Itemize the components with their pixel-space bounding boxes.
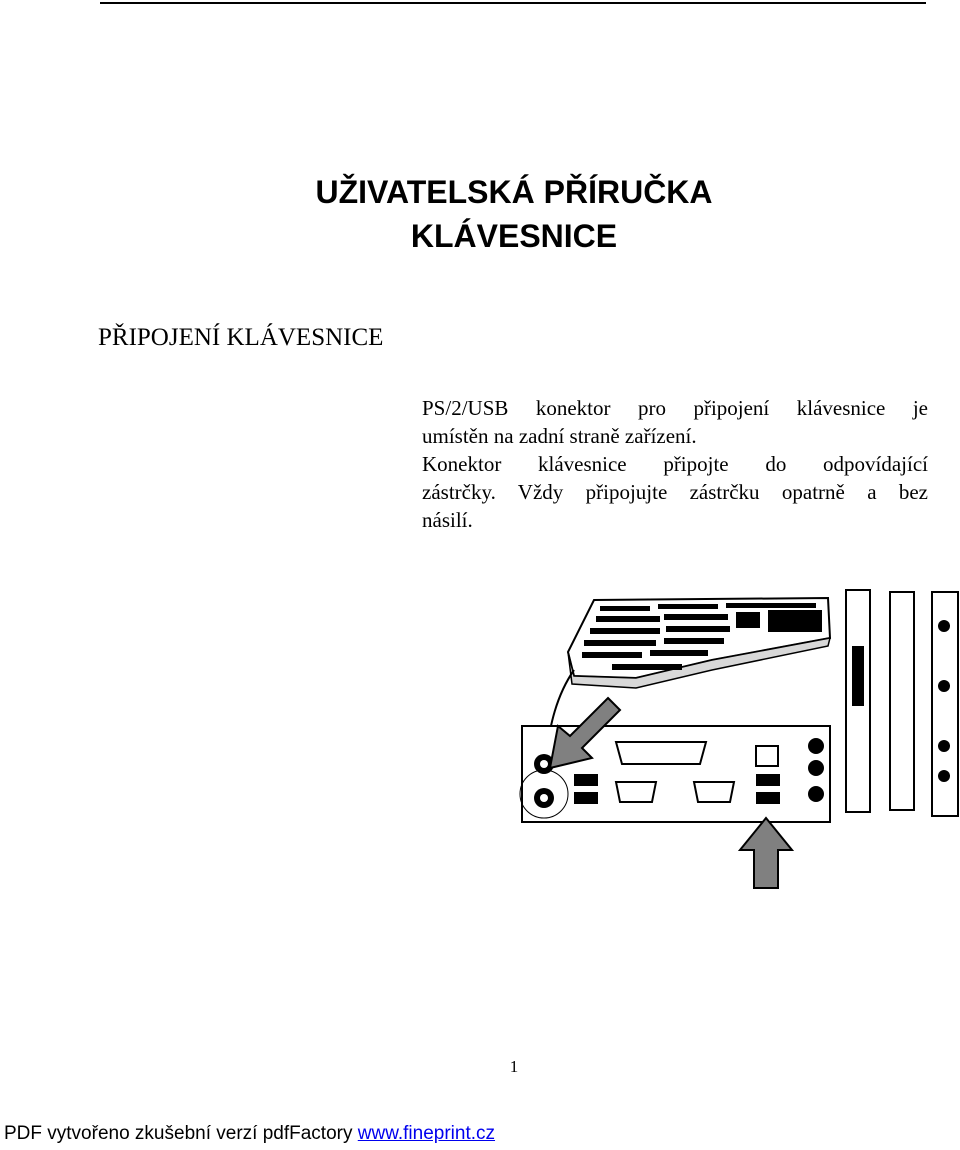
page-number: 1 [509,1057,519,1076]
keyboard-connection-illustration [516,586,960,892]
usb-arrow-icon [740,818,792,888]
footer-link[interactable]: www.fineprint.cz [357,1123,496,1144]
expansion-slots [846,590,958,816]
paragraph-line: zástrčky. Vždy připojujte zástrčku opatrně a bez [422,480,928,504]
paragraph-line: umístěn na zadní straně zařízení. [422,424,697,448]
usb-port-icon [756,774,780,786]
section-heading: PŘIPOJENÍ KLÁVESNICE [98,324,384,351]
footer-text: PDF vytvořeno zkušební verzí pdfFactory [4,1123,358,1144]
paragraph-line: Konektor klávesnice připojte do odpovídající [422,452,928,476]
document-title-line1: UŽIVATELSKÁ PŘÍRUČKA [315,174,713,210]
keyboard-icon [568,598,830,688]
footer-note [4,1121,495,1147]
document-title-line2: KLÁVESNICE [410,218,618,254]
top-rule [100,2,926,4]
paragraph-line: násilí. [422,508,473,532]
instruction-paragraph [422,394,928,534]
paragraph-line: PS/2/USB konektor pro připojení klávesnice je [422,396,928,420]
